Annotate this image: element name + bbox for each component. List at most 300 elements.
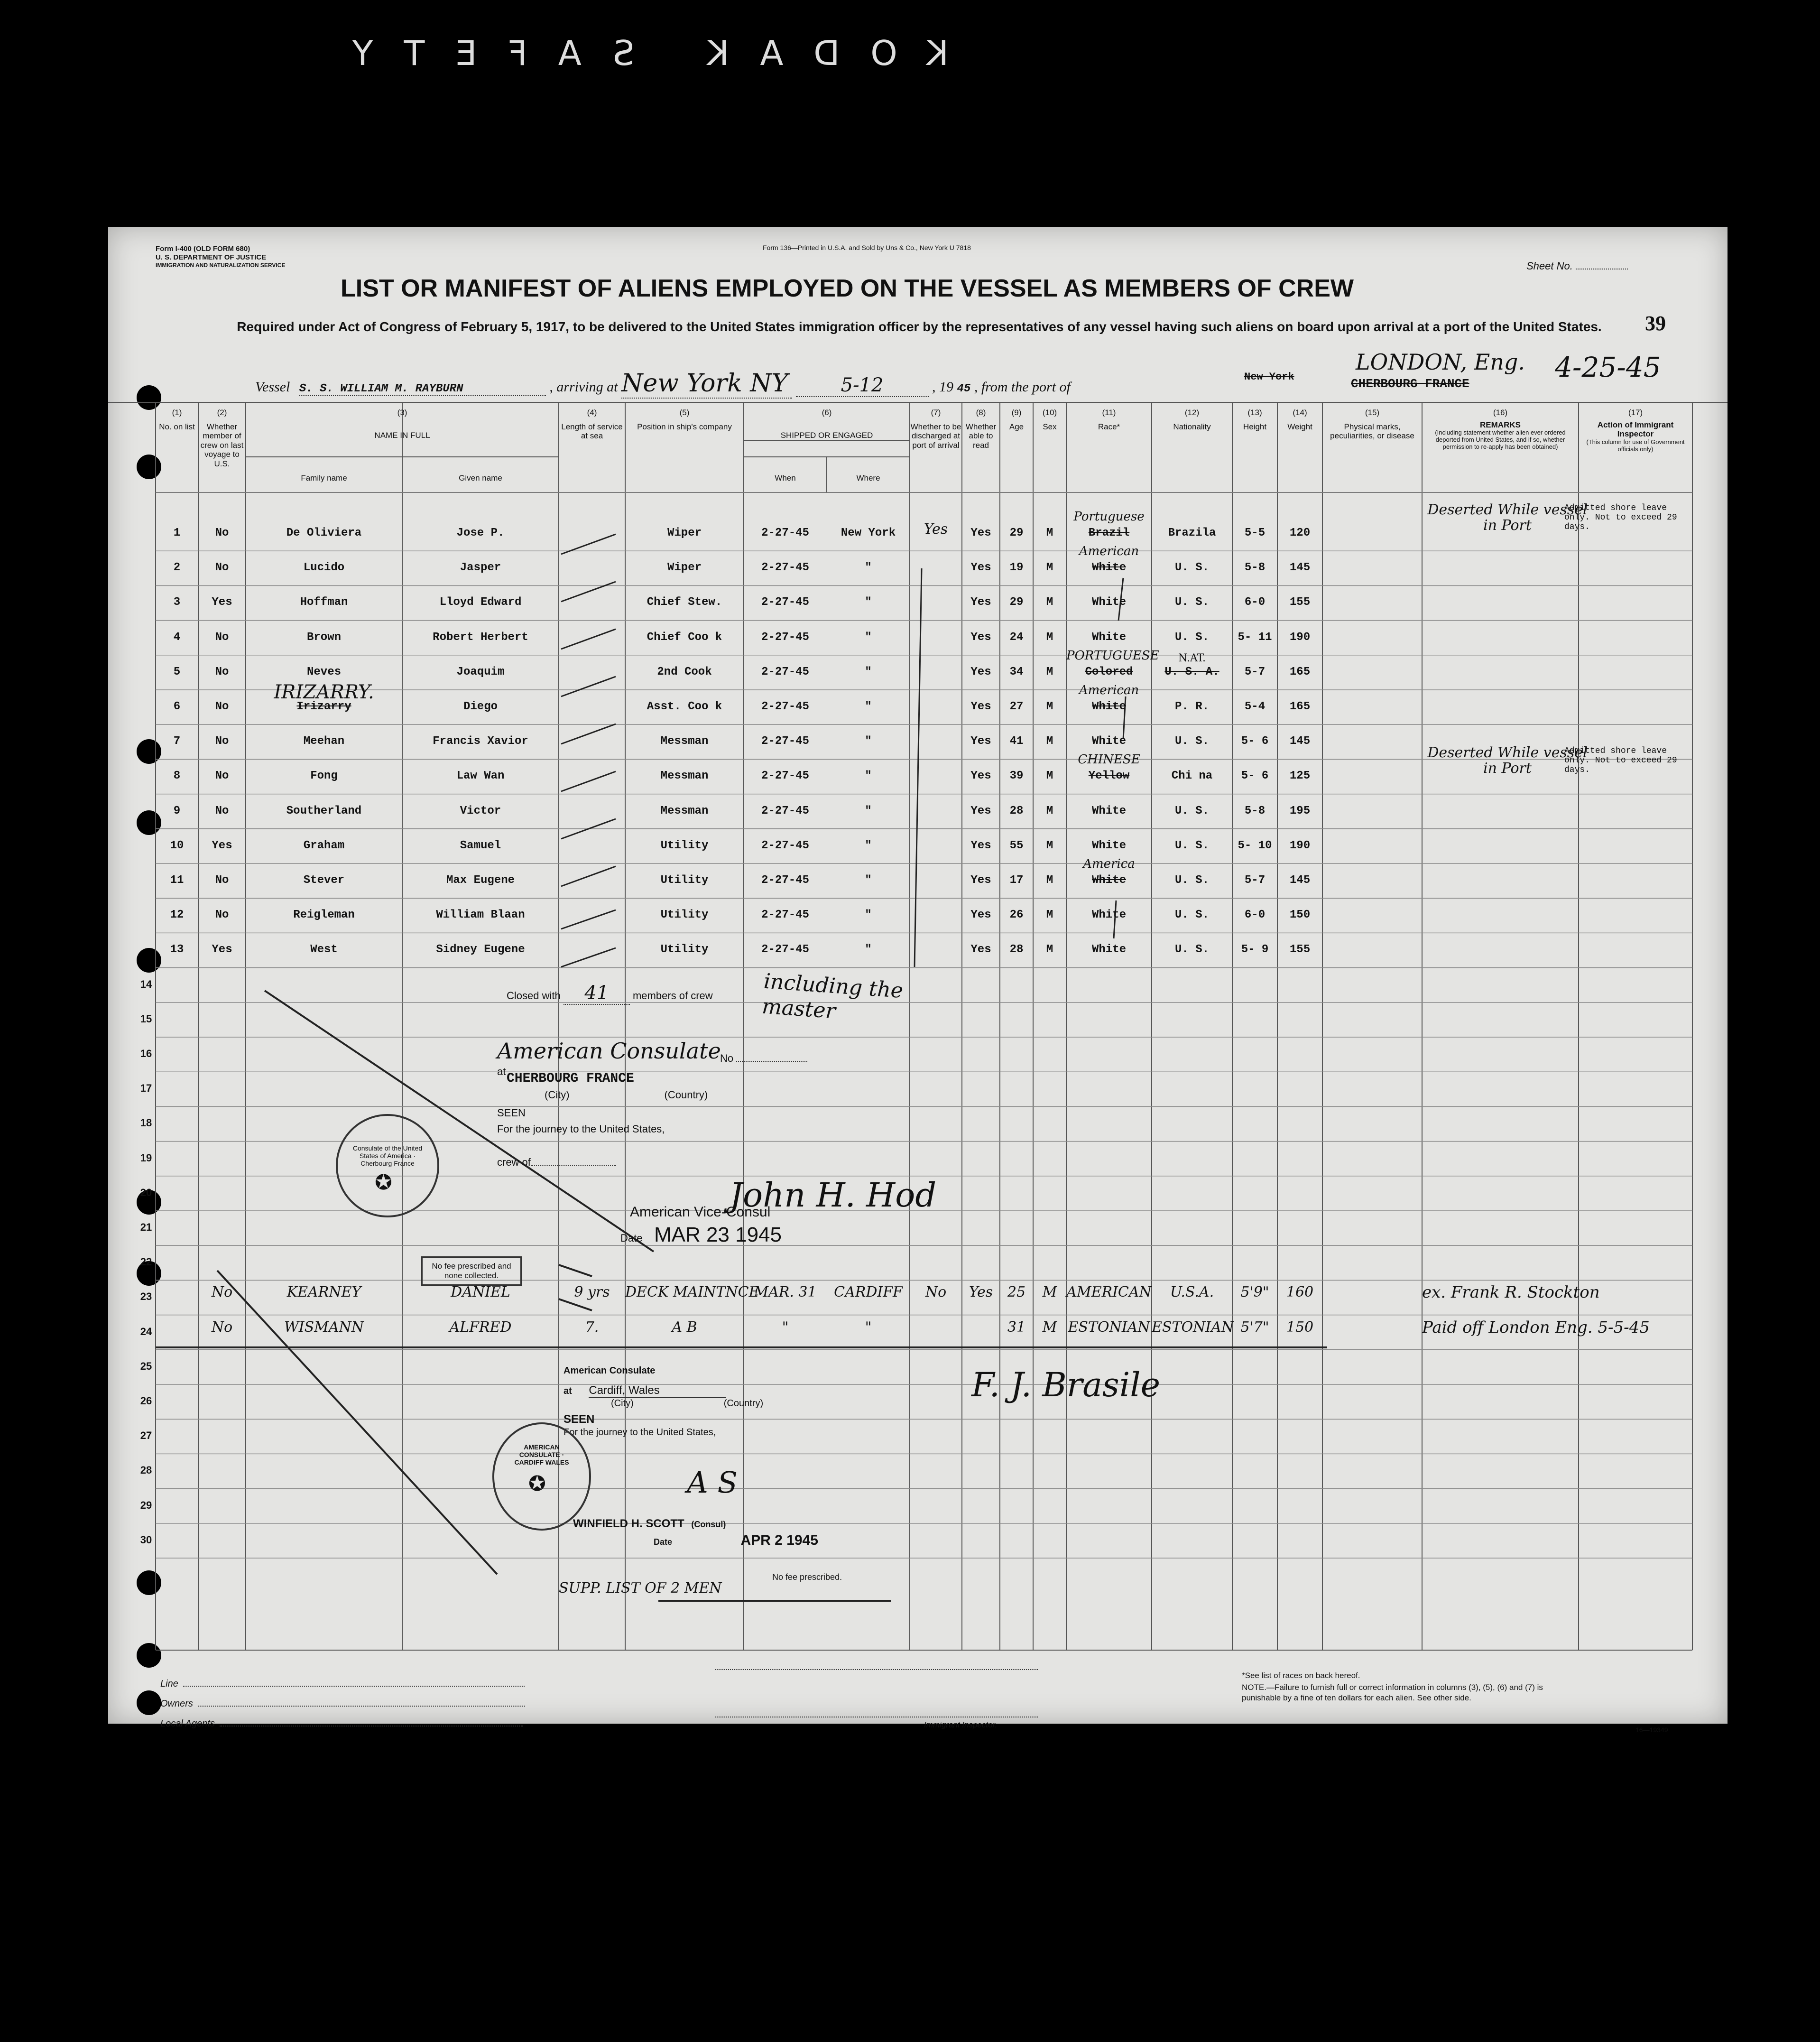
races-note: *See list of races on back hereof. <box>1242 1671 1360 1680</box>
visa-cardiff <box>564 1365 990 1438</box>
header-note: (This column for use of Government officials only) <box>1586 438 1685 453</box>
header-label: Whether to be discharged at port of arrival <box>910 422 961 450</box>
sex: M <box>1046 735 1053 748</box>
given-name: DANIEL <box>451 1284 510 1301</box>
weight: 150 <box>1286 1318 1314 1336</box>
given-name: Francis Xavior <box>433 735 528 748</box>
row-number: 28 <box>140 1464 152 1476</box>
row-number: 13 <box>170 943 184 956</box>
header-c15 <box>1322 408 1422 441</box>
row-number: 9 <box>173 804 181 817</box>
table-row <box>108 501 1728 551</box>
shipped-when: 2-27-45 <box>761 561 809 575</box>
row-number: 3 <box>173 596 181 609</box>
prev-voyage: No <box>215 631 229 644</box>
row-number: 22 <box>140 1256 152 1268</box>
header-c6 <box>744 408 910 440</box>
sex: M <box>1046 804 1053 817</box>
header-label: REMARKS <box>1480 420 1521 429</box>
shipped-when: 2-27-45 <box>761 943 809 956</box>
nationality: U. S. <box>1174 874 1209 887</box>
form-number: Form I-400 (OLD FORM 680) <box>156 245 250 253</box>
weight: 195 <box>1289 804 1311 817</box>
shipped-where: " <box>865 596 872 609</box>
header-number: (2) <box>217 408 227 417</box>
shipped-where: " <box>865 700 872 713</box>
age: 26 <box>1009 909 1024 922</box>
nationality: P. R. <box>1174 700 1209 713</box>
header-number: (14) <box>1293 408 1307 417</box>
position: A B <box>672 1318 697 1336</box>
inspector-signature: F. J. Brasile <box>971 1365 1161 1404</box>
age: 17 <box>1009 874 1024 887</box>
position: Messman <box>660 735 709 748</box>
shipped-when: 2-27-45 <box>761 527 809 539</box>
consulate-hand: American Consulate <box>497 1038 721 1064</box>
city-label: (City) <box>611 1398 634 1409</box>
closed-line <box>507 982 713 1005</box>
vice-consul-signature: John H. Hod <box>730 1176 937 1215</box>
race-handwritten: Portuguese <box>1073 510 1145 524</box>
prev-voyage: Yes <box>212 596 232 609</box>
family-name: West <box>310 943 338 956</box>
header-c1 <box>156 408 198 431</box>
visa-cherbourg <box>497 1038 924 1169</box>
shipped-when: 2-27-45 <box>761 665 809 678</box>
row-number: 1 <box>173 527 181 539</box>
header-label: No. on list <box>159 422 195 431</box>
able-to-read: Yes <box>969 1284 993 1301</box>
discharge: Yes <box>924 521 948 538</box>
position: Chief Coo k <box>647 631 722 644</box>
header-label: Weight <box>1287 422 1312 431</box>
header-label: Race* <box>1098 422 1120 431</box>
row-number: 15 <box>140 1012 152 1025</box>
nationality: U. S. <box>1174 561 1209 575</box>
header-label: SHIPPED OR ENGAGED <box>780 430 873 440</box>
nationality: U.S.A. <box>1170 1284 1214 1301</box>
weight: 125 <box>1289 770 1311 783</box>
shipped-where: " <box>865 943 872 956</box>
header-sub: When <box>775 473 796 483</box>
header-label: Sex <box>1043 422 1057 431</box>
discharge: No <box>925 1284 947 1301</box>
sex: M <box>1046 700 1053 713</box>
header-note: (Including statement whether alien ever ordered deported from United States, and if so, whether permission to re-apply has been obtained) <box>1435 429 1566 450</box>
race: White <box>1091 561 1126 575</box>
shipped-where: " <box>865 804 872 817</box>
row-number: 14 <box>140 978 152 990</box>
arrival-date: 5-12 <box>796 374 929 397</box>
race: White <box>1091 735 1126 748</box>
nationality: U. S. <box>1174 804 1209 817</box>
shipped-where: " <box>865 735 872 748</box>
height: 5'9" <box>1240 1284 1269 1301</box>
race: Yellow <box>1088 770 1130 783</box>
manifest-sheet <box>108 227 1728 1734</box>
given-name: Victor <box>460 804 501 817</box>
agents-label: Local Agents <box>160 1718 215 1729</box>
footer-left <box>160 1674 525 1734</box>
race: White <box>1091 839 1126 852</box>
header-number: (17) <box>1628 408 1643 417</box>
service: IMMIGRATION AND NATURALIZATION SERVICE <box>156 262 286 269</box>
able-to-read: Yes <box>970 665 991 678</box>
nationality: U. S. A. <box>1164 665 1219 678</box>
added-row <box>108 1273 1728 1308</box>
height: 5-5 <box>1244 527 1266 539</box>
position: 2nd Cook <box>657 665 712 678</box>
weight: 160 <box>1286 1284 1314 1301</box>
shipped-when: 2-27-45 <box>761 770 809 783</box>
given-name: Max Eugene <box>446 874 515 887</box>
table-row <box>108 744 1728 794</box>
header-label: Height <box>1243 422 1267 431</box>
header-c13 <box>1232 408 1277 431</box>
from-label: , from the port of <box>974 379 1071 395</box>
family-name: Lucido <box>303 561 345 575</box>
header-sub: Where <box>856 473 880 483</box>
able-to-read: Yes <box>970 735 991 748</box>
table-row <box>108 681 1728 724</box>
visa-place: CHERBOURG FRANCE <box>507 1071 634 1086</box>
height: 5-4 <box>1244 700 1266 713</box>
row-number: 18 <box>140 1117 152 1129</box>
shipped-when: 2-27-45 <box>761 909 809 922</box>
header-label: Physical marks, peculiarities, or disease <box>1330 422 1414 441</box>
date-label: Date <box>654 1537 673 1547</box>
table-row <box>108 933 1728 967</box>
weight: 145 <box>1289 561 1311 575</box>
row-number: 5 <box>173 665 181 678</box>
nationality: U. S. <box>1174 735 1209 748</box>
weight: 120 <box>1289 527 1311 539</box>
age: 28 <box>1009 943 1024 956</box>
shipped-when: MAR. 31 <box>754 1284 817 1301</box>
family-name: WISMANN <box>284 1318 364 1336</box>
cardiff-consulate-seal <box>492 1422 591 1531</box>
at-label: at <box>564 1386 572 1396</box>
remarks-typed: Admitted shore leave only. Not to exceed 29 days. <box>1564 503 1677 532</box>
weight: 165 <box>1289 700 1311 713</box>
weight: 190 <box>1289 839 1311 852</box>
position: Wiper <box>667 527 702 539</box>
family-name: KEARNEY <box>286 1284 361 1301</box>
header-number: (1) <box>172 408 182 417</box>
row-number: 27 <box>140 1429 152 1442</box>
height: 5'7" <box>1240 1318 1269 1336</box>
age: 29 <box>1009 596 1024 609</box>
shipped-when: 2-27-45 <box>761 874 809 887</box>
table-row <box>108 621 1728 655</box>
from-port-typed: CHERBOURG FRANCE <box>1351 377 1469 391</box>
remarks-handwritten: Paid off London Eng. 5-5-45 <box>1422 1318 1650 1337</box>
row-number: 17 <box>140 1082 152 1095</box>
prev-voyage: No <box>211 1318 233 1336</box>
shipped-where: CARDIFF <box>834 1284 903 1301</box>
header-number: (13) <box>1247 408 1262 417</box>
able-to-read: Yes <box>970 631 991 644</box>
table-grid <box>108 227 1728 1724</box>
header-label: Position in ship's company <box>637 422 732 431</box>
given-name: Jose P. <box>456 527 505 539</box>
inspector-label: Immigrant Inspector. <box>924 1720 998 1729</box>
row-number: 8 <box>173 770 181 783</box>
position: Messman <box>660 804 709 817</box>
position: DECK MAINTNCE <box>625 1284 759 1301</box>
header-c5 <box>625 408 744 431</box>
shipped-when: 2-27-45 <box>761 700 809 713</box>
given-name: Samuel <box>460 839 501 852</box>
position: Chief Stew. <box>647 596 722 609</box>
remarks-typed: Admitted shore leave only. Not to exceed 29 days. <box>1564 746 1677 775</box>
closed-suffix: members of crew <box>632 990 713 1002</box>
from-port-hand: LONDON, Eng. <box>1356 349 1525 375</box>
race: White <box>1091 631 1126 644</box>
nationality: U. S. <box>1174 631 1209 644</box>
race: White <box>1091 874 1126 887</box>
header-c4 <box>559 408 625 441</box>
given-name: Jasper <box>460 561 501 575</box>
race-handwritten: American <box>1079 544 1139 559</box>
age: 27 <box>1009 700 1024 713</box>
seal-text: AMERICAN CONSULATE · CARDIFF WALES <box>514 1443 569 1466</box>
city-label: (City) <box>545 1089 570 1101</box>
department: U. S. DEPARTMENT OF JUSTICE <box>156 253 267 261</box>
able-to-read: Yes <box>970 700 991 713</box>
nationality: U. S. <box>1174 596 1209 609</box>
header-c8 <box>962 408 1000 450</box>
from-port-struck: New York <box>1244 371 1294 383</box>
race: White <box>1091 700 1126 713</box>
shipped-when: 2-27-45 <box>761 596 809 609</box>
age: 55 <box>1009 839 1024 852</box>
header-label: Whether member of crew on last voyage to U.S. <box>200 422 244 468</box>
prev-voyage: No <box>215 735 229 748</box>
row-number: 21 <box>140 1221 152 1233</box>
row-number: 11 <box>170 874 184 887</box>
nationality: ESTONIAN <box>1152 1318 1234 1336</box>
header-label: Age <box>1009 422 1024 431</box>
vessel-label: Vessel <box>255 379 290 395</box>
no-label: No <box>720 1052 734 1064</box>
header-number: (7) <box>931 408 941 417</box>
family-name: Graham <box>303 839 345 852</box>
age: 28 <box>1009 804 1024 817</box>
family-name: Irizarry <box>296 700 351 713</box>
family-name: Neves <box>306 665 341 678</box>
row-number: 2 <box>173 561 181 575</box>
prev-voyage: No <box>215 804 229 817</box>
row-number: 24 <box>140 1325 152 1337</box>
race: AMERICAN <box>1066 1284 1152 1301</box>
header-label: NAME IN FULL <box>374 430 430 440</box>
given-name: Joaquim <box>456 665 505 678</box>
added-row <box>108 1309 1728 1343</box>
visa-date: MAR 23 1945 <box>654 1223 782 1246</box>
row-number: 16 <box>140 1048 152 1059</box>
given-name: Diego <box>463 700 498 713</box>
consulate-label: American Consulate <box>564 1365 656 1376</box>
race: White <box>1091 596 1126 609</box>
prev-voyage: Yes <box>212 839 232 852</box>
sheet-no-label: Sheet No. <box>1526 260 1573 272</box>
from-date: 4-25-45 <box>1555 351 1661 383</box>
table-row <box>108 794 1728 829</box>
consul-label: (Consul) <box>691 1520 726 1529</box>
age: 24 <box>1009 631 1024 644</box>
shipped-where: New York <box>841 527 896 539</box>
position: Utility <box>660 839 709 852</box>
sex: M <box>1042 1284 1057 1301</box>
height: 5- 11 <box>1238 631 1272 644</box>
eagle-icon: ✪ <box>375 1171 392 1194</box>
seen-label: SEEN <box>497 1107 526 1119</box>
visa-place: Cardiff, Wales <box>589 1384 726 1398</box>
given-name: Sidney Eugene <box>436 943 525 956</box>
weight: 155 <box>1289 943 1311 956</box>
header-number: (4) <box>587 408 597 417</box>
header-label: Nationality <box>1173 422 1211 431</box>
header-c2 <box>198 408 246 468</box>
weight: 155 <box>1289 596 1311 609</box>
family-name: De Oliviera <box>286 527 362 539</box>
shipped-when: 2-27-45 <box>761 804 809 817</box>
closed-hand: including the master <box>761 969 904 1024</box>
header-sub: Family name <box>301 473 347 483</box>
form-subtitle: Required under Act of Congress of February 5, 1917, to be delivered to the United States immigration officer by the representatives of any vessel having such aliens on board upon arrival at a port of the United States. <box>237 319 1602 334</box>
sex: M <box>1046 839 1053 852</box>
header-number: (15) <box>1365 408 1380 417</box>
age: 29 <box>1009 527 1024 539</box>
sex: M <box>1046 596 1053 609</box>
height: 6-0 <box>1244 596 1266 609</box>
nationality-handwritten: N.AT. <box>1178 652 1206 664</box>
height: 5- 6 <box>1241 735 1269 748</box>
shipped-where: " <box>865 1318 872 1336</box>
journey-text: For the journey to the United States, <box>564 1427 716 1438</box>
height: 5- 9 <box>1241 943 1269 956</box>
row-number: 20 <box>140 1186 152 1198</box>
nationality: Chi na <box>1171 770 1213 783</box>
sex: M <box>1046 874 1053 887</box>
row-number: 25 <box>140 1360 152 1372</box>
row-number: 6 <box>173 700 181 713</box>
line-label: Line <box>160 1679 178 1689</box>
remarks-handwritten: Deserted While vessel in Port <box>1427 501 1588 534</box>
page-number: 39 <box>1645 312 1666 335</box>
age: 19 <box>1009 561 1024 575</box>
header-number: (8) <box>976 408 986 417</box>
service-length: 9 yrs <box>574 1284 610 1301</box>
row-number: 19 <box>140 1151 152 1164</box>
given-name: William Blaan <box>436 909 525 922</box>
family-name: Fong <box>310 770 338 783</box>
weight: 150 <box>1289 909 1311 922</box>
year: 45 <box>957 382 971 395</box>
country-label: (Country) <box>664 1089 708 1101</box>
header-c3 <box>246 408 559 440</box>
position: Asst. Coo k <box>647 700 722 713</box>
race-handwritten: PORTUGUESE <box>1066 648 1159 663</box>
prev-voyage: No <box>215 874 229 887</box>
given-name: ALFRED <box>449 1318 512 1336</box>
position: Messman <box>660 770 709 783</box>
able-to-read: Yes <box>970 527 991 539</box>
shipped-where: " <box>865 874 872 887</box>
height: 5- 6 <box>1241 770 1269 783</box>
family-name: Reigleman <box>293 909 355 922</box>
prev-voyage: No <box>215 527 229 539</box>
consul-signature: A S <box>687 1465 738 1500</box>
film-edge-text: KODAK SAFETY <box>321 33 949 73</box>
race: White <box>1091 804 1126 817</box>
form-title: LIST OR MANIFEST OF ALIENS EMPLOYED ON THE VESSEL AS MEMBERS OF CREW <box>341 275 1354 302</box>
header-label: Length of service at sea <box>561 422 623 441</box>
seal-text: Consulate of the United States of America · Cherbourg France <box>352 1144 423 1167</box>
prev-voyage: No <box>211 1284 233 1301</box>
table-row <box>108 857 1728 898</box>
nationality: U. S. <box>1174 839 1209 852</box>
closed-label: Closed with <box>507 990 561 1002</box>
nationality: U. S. <box>1174 943 1209 956</box>
height: 5-8 <box>1244 561 1266 575</box>
closed-count: 41 <box>564 982 630 1005</box>
arriving-port: New York NY <box>621 369 792 399</box>
sex: M <box>1042 1318 1057 1336</box>
country-label: (Country) <box>723 1398 764 1409</box>
header-number: (9) <box>1011 408 1022 417</box>
header-c9 <box>1000 408 1033 431</box>
position: Wiper <box>667 561 702 575</box>
eagle-icon: ✪ <box>528 1472 546 1495</box>
header-number: (3) <box>397 408 407 417</box>
header-c14 <box>1277 408 1322 431</box>
able-to-read: Yes <box>970 909 991 922</box>
journey-text: For the journey to the United States, <box>497 1123 665 1135</box>
at-label: at <box>497 1066 506 1077</box>
shipped-where: " <box>865 631 872 644</box>
supp-list: SUPP. LIST OF 2 MEN <box>559 1580 722 1596</box>
family-handwritten: IRIZARRY. <box>274 681 374 703</box>
row-number: 7 <box>173 735 181 748</box>
header-label: Whether able to read <box>965 422 997 450</box>
header-label: Action of Immigrant Inspector <box>1597 420 1674 439</box>
header-sub: Given name <box>459 473 502 483</box>
remarks-handwritten: Deserted While vessel in Port <box>1427 744 1588 777</box>
race: ESTONIAN <box>1068 1318 1150 1336</box>
form-code: 16—19349 <box>1635 1726 1668 1734</box>
position: Utility <box>660 874 709 887</box>
height: 6-0 <box>1244 909 1266 922</box>
family-name: Southerland <box>286 804 362 817</box>
race-handwritten: CHINESE <box>1078 752 1140 767</box>
vessel-name: S. S. WILLIAM M. RAYBURN <box>299 382 546 396</box>
age: 39 <box>1009 770 1024 783</box>
prev-voyage: No <box>215 561 229 575</box>
header-c16 <box>1422 408 1579 451</box>
family-name: Meehan <box>303 735 345 748</box>
sex: M <box>1046 943 1053 956</box>
age: 25 <box>1007 1284 1026 1301</box>
sex: M <box>1046 561 1053 575</box>
no-fee: No fee prescribed. <box>772 1572 842 1582</box>
header-c11 <box>1066 408 1152 431</box>
prev-voyage: No <box>215 770 229 783</box>
able-to-read: Yes <box>970 943 991 956</box>
header-number: (10) <box>1042 408 1057 417</box>
shipped-when: 2-27-45 <box>761 839 809 852</box>
